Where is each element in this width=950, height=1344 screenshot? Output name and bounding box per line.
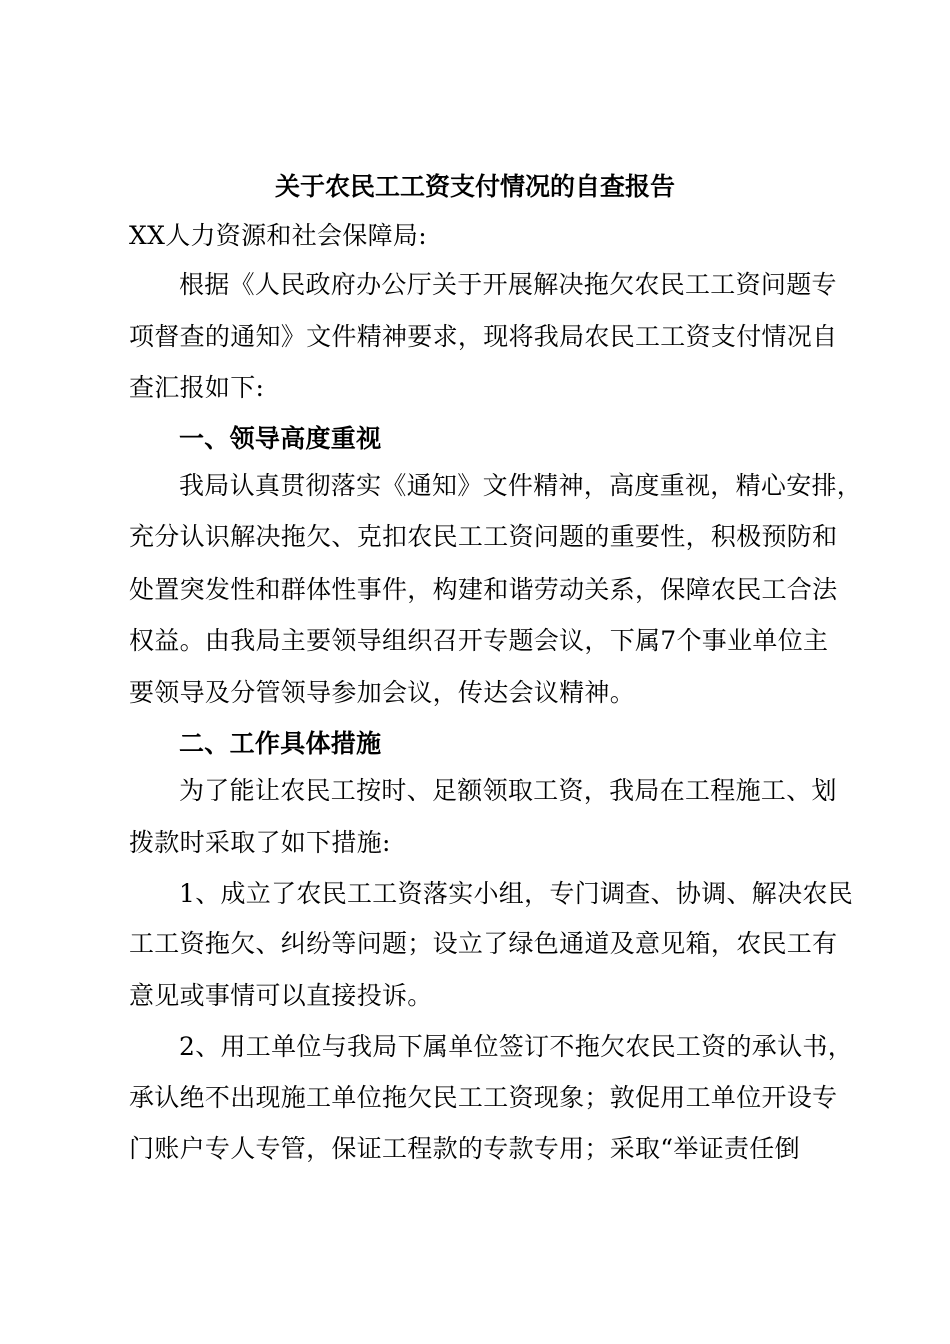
intro-line: 查汇报如下: <box>129 373 265 402</box>
section-heading-2: 二、工作具体措施 <box>179 729 382 758</box>
paragraph-line: 要领导及分管领导参加会议，传达会议精神。 <box>129 678 636 707</box>
paragraph-line: 处置突发性和群体性事件，构建和谐劳动关系，保障农民工合法 <box>129 575 838 604</box>
intro-line: 根据《人民政府办公厅关于开展解决拖欠农民工工资问题专 <box>179 270 837 299</box>
document-title: 关于农民工工资支付情况的自查报告 <box>274 172 675 201</box>
paragraph-line: 为了能让农民工按时、足额领取工资，我局在工程施工、划 <box>179 776 837 805</box>
list-item-line: 1、成立了农民工工资落实小组，专门调查、协调、解决农民 <box>179 879 854 908</box>
section-heading-1: 一、领导高度重视 <box>179 424 382 453</box>
paragraph-line: 我局认真贯彻落实《通知》文件精神，高度重视，精心安排， <box>179 471 863 500</box>
paragraph-line: 权益。由我局主要领导组织召开专题会议，下属7个事业单位主 <box>129 626 829 655</box>
paragraph-line: 拨款时采取了如下措施: <box>129 828 391 857</box>
list-item-line: 工工资拖欠、纠纷等问题；设立了绿色通道及意见箱，农民工有 <box>129 929 838 958</box>
intro-line: 项督查的通知》文件精神要求，现将我局农民工工资支付情况自 <box>129 322 838 351</box>
list-item-line: 门账户专人专管，保证工程款的专款专用；采取“举证责任倒 <box>129 1134 800 1163</box>
list-item-line: 2、用工单位与我局下属单位签订不拖欠农民工资的承认书， <box>179 1032 854 1061</box>
list-item-line: 意见或事情可以直接投诉。 <box>129 981 433 1010</box>
list-item-line: 承认绝不出现施工单位拖欠民工工资现象；敦促用工单位开设专 <box>129 1083 838 1112</box>
salutation: XX人力资源和社会保障局: <box>129 221 427 250</box>
paragraph-line: 充分认识解决拖欠、克扣农民工工资问题的重要性，积极预防和 <box>129 522 838 551</box>
